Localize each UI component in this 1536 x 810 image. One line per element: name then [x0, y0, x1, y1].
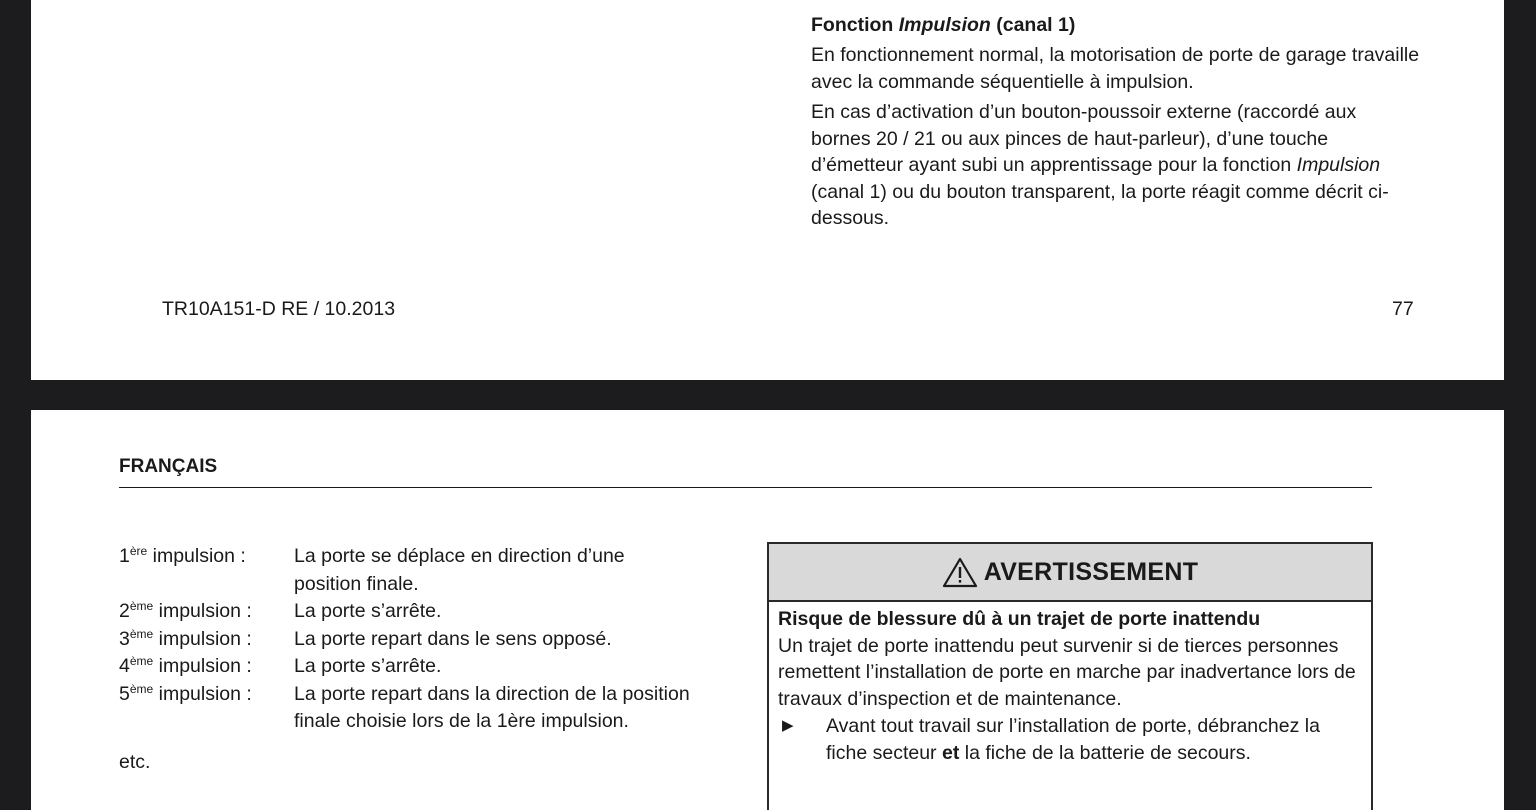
impulse-function-section: [811, 12, 1421, 232]
impulse-number: 2: [119, 600, 130, 622]
paragraph-normal-operation: En fonctionnement normal, la motorisation de porte de garage travaille avec la commande séquentielle à impulsion.: [811, 44, 1420, 93]
impulse-number: 1: [119, 545, 130, 567]
impulse-description: La porte s’arrête.: [294, 655, 442, 677]
impulse-row: [119, 681, 694, 736]
impulse-ordinal: ème: [129, 599, 154, 613]
warning-triangle-icon: [942, 557, 978, 588]
impulse-label: impulsion :: [153, 627, 252, 650]
bullet-text-start: Avant tout travail sur l’installation de porte, débranchez la fiche secteur: [826, 715, 1320, 764]
warning-title: AVERTISSEMENT: [983, 557, 1199, 586]
impulse-term: [119, 653, 294, 681]
impulse-ordinal: ème: [129, 681, 154, 696]
impulse-description: La porte se déplace en direction d’une position finale.: [294, 545, 625, 595]
impulse-label: impulsion :: [153, 655, 252, 677]
section-heading: [811, 12, 1421, 38]
document-page-bottom: [31, 410, 1504, 810]
impulse-ordinal: ème: [129, 626, 154, 641]
bullet-text: [826, 713, 1363, 766]
heading-prefix: Fonction: [811, 14, 899, 36]
impulse-label: impulsion :: [153, 600, 252, 622]
warning-box: [767, 542, 1373, 810]
risk-description: Un trajet de porte inattendu peut survenir si de tierces personnes remettent l’installation de porte en marche par inadvertance lors de travaux d’inspection et de maintenance.: [778, 634, 1356, 710]
impulse-term: [119, 681, 294, 736]
impulse-ordinal: ème: [129, 654, 154, 668]
heading-suffix: (canal 1): [990, 14, 1076, 36]
page-number: 77: [1392, 298, 1414, 320]
impulse-row: [119, 598, 694, 626]
impulse-number: 3: [119, 627, 130, 650]
impulse-label: impulsion :: [147, 545, 246, 567]
impulse-list: [119, 543, 694, 776]
impulse-row: [119, 653, 694, 681]
footer-document-id: TR10A151-D RE / 10.2013: [162, 298, 396, 320]
bullet-text-bold: et: [941, 741, 960, 764]
arrow-right-bullet-icon: ▶: [782, 717, 794, 734]
paragraph-activation-italic: Impulsion: [1296, 154, 1381, 176]
impulse-label: impulsion :: [153, 682, 252, 705]
impulse-ordinal: ère: [129, 544, 148, 558]
impulse-row: [119, 626, 694, 654]
warning-bullet: [778, 713, 1363, 766]
language-label: FRANÇAIS: [119, 456, 218, 477]
impulse-term: [119, 543, 294, 598]
impulse-description: La porte repart dans le sens opposé.: [294, 627, 612, 650]
impulse-number: 4: [119, 655, 130, 677]
paragraph-activation-text: En cas d’activation d’un bouton-poussoir externe (raccordé aux bornes 20 / 21 ou aux pinces de haut-parleur), d’une touche d’émetteur ayant subi un apprentissage pour la fonction: [811, 101, 1357, 176]
impulse-description: La porte s’arrête.: [294, 600, 442, 622]
paragraph-activation-text-end: (canal 1) ou du bouton transparent, la porte réagit comme décrit ci-dessous.: [811, 180, 1389, 229]
header-rule: [119, 487, 1372, 488]
impulse-row: [119, 543, 694, 598]
heading-italic: Impulsion: [898, 14, 991, 36]
impulse-description: La porte repart dans la direction de la position finale choisie lors de la 1ère impulsion.: [294, 682, 690, 732]
risk-title: Risque de blessure dû à un trajet de porte inattendu: [778, 608, 1261, 630]
impulse-number: 5: [119, 682, 130, 705]
impulse-term: [119, 598, 294, 626]
paragraph-activation: [811, 99, 1421, 232]
document-page-top: [31, 0, 1504, 380]
etc-text: etc.: [119, 750, 151, 773]
warning-header: [769, 544, 1371, 602]
bullet-text-end: la fiche de la batterie de secours.: [959, 741, 1251, 764]
impulse-term: [119, 626, 294, 654]
warning-body: [769, 602, 1371, 766]
